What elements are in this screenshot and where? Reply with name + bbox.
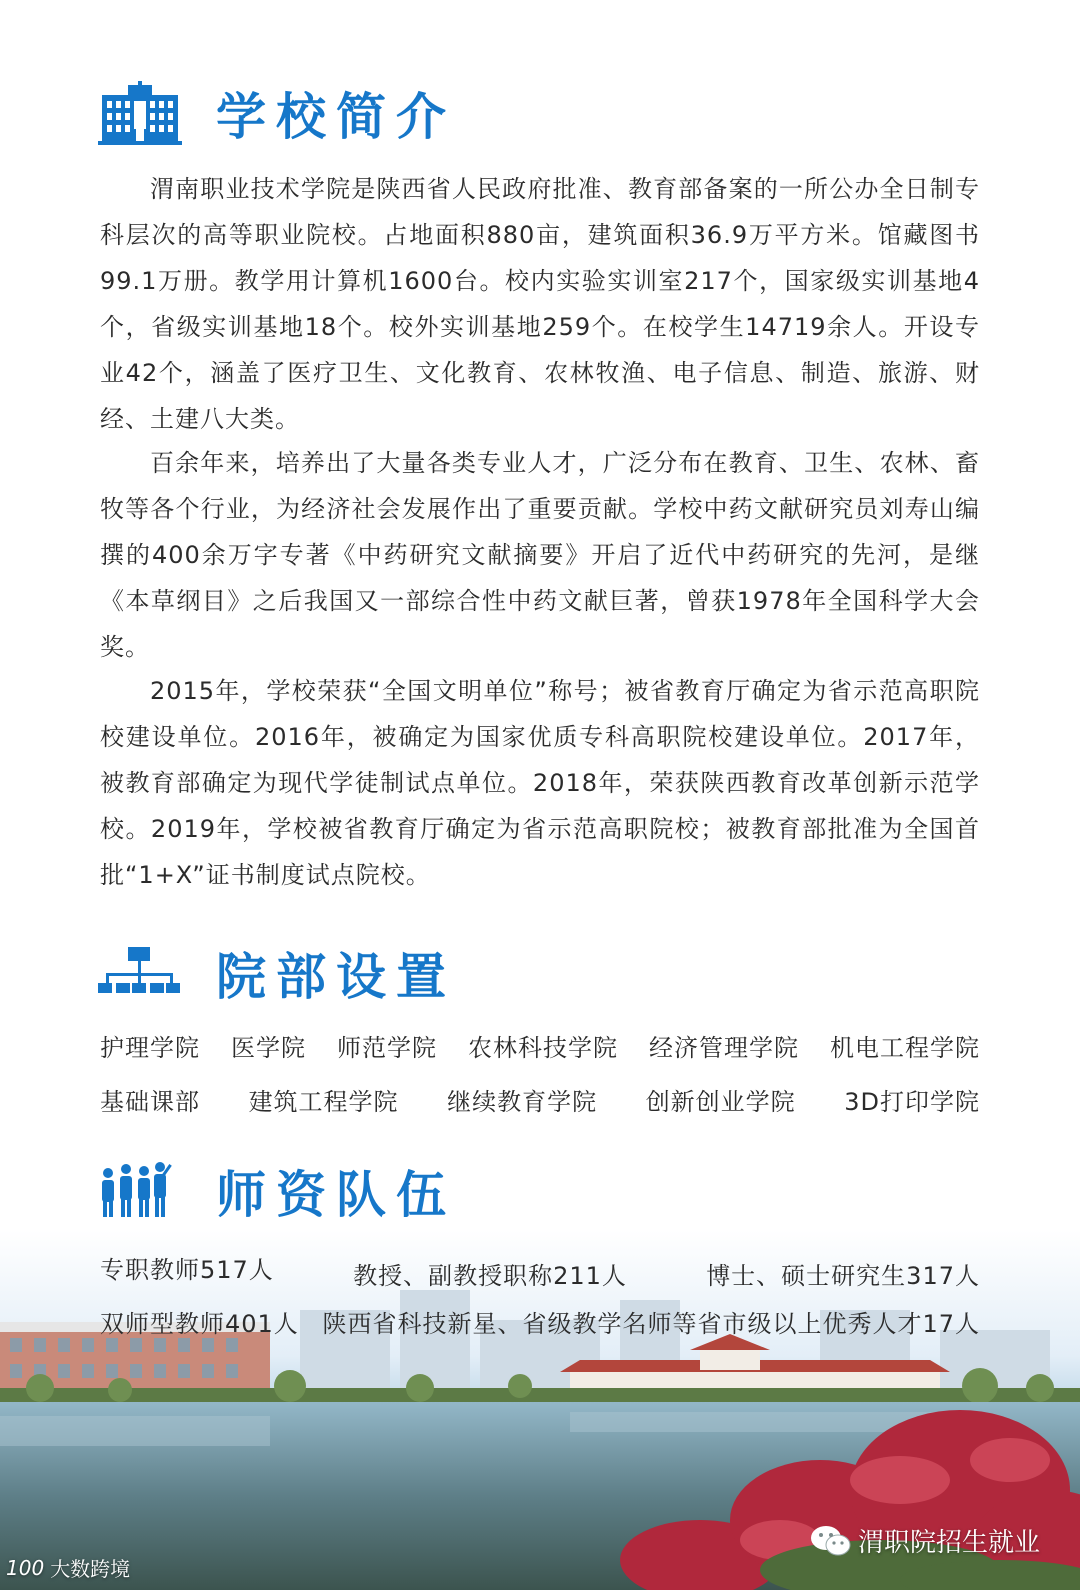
department-item: 经济管理学院: [649, 1034, 799, 1062]
department-item: 3D打印学院: [844, 1088, 980, 1116]
department-item: 医学院: [231, 1034, 306, 1062]
department-item: 创新创业学院: [645, 1088, 796, 1116]
department-item: 继续教育学院: [447, 1088, 598, 1116]
faculty-stat: 双师型教师401人: [100, 1310, 299, 1338]
intro-paragraph-3: 2015年，学校荣获“全国文明单位”称号；被省教育厅确定为省示范高职院校建设单位。2016年，被确定为国家优质专科高职院校建设单位。2017年，被教育部确定为现代学徒制试点单位。2018年，荣获陕西教育改革创新示范学校。2019年，学校被省教育厅确定为省示范高职院校；被教育部批准为全国首批“1+X”证书制度试点院校。: [100, 677, 980, 889]
corner-watermark: [6, 1553, 130, 1582]
teachers-icon: [98, 1159, 182, 1223]
section-title-intro: 学校简介: [216, 88, 456, 146]
wechat-icon: [810, 1524, 852, 1558]
school-building-icon: [98, 81, 182, 145]
department-row-1: [100, 1028, 980, 1063]
department-item: 机电工程学院: [830, 1034, 980, 1062]
faculty-stat: 专职教师517人: [100, 1256, 274, 1284]
section-header-faculty: [98, 1156, 456, 1226]
wechat-account-name: 渭职院招生就业: [857, 1528, 1040, 1558]
department-item: 农林科技学院: [468, 1034, 618, 1062]
intro-paragraph-2: 百余年来，培养出了大量各类专业人才，广泛分布在教育、卫生、农林、畜牧等各个行业，为经济社会发展作出了重要贡献。学校中药文献研究员刘寿山编撰的400余万字专著《中药研究文献摘要》开启了近代中药研究的先河，是继《本草纲目》之后我国又一部综合性中药文献巨著，曾获1978年全国科学大会奖。: [100, 449, 980, 661]
faculty-stat: 陕西省科技新星、省级教学名师等省市级以上优秀人才17人: [322, 1310, 980, 1338]
faculty-stat: 教授、副教授职称211人: [353, 1262, 627, 1290]
faculty-stat: 博士、硕士研究生317人: [706, 1262, 980, 1290]
wechat-watermark: [810, 1522, 1040, 1559]
intro-paragraph-1: 渭南职业技术学院是陕西省人民政府批准、教育部备案的一所公办全日制专科层次的高等职业院校。占地面积880亩，建筑面积36.9万平方米。馆藏图书99.1万册。教学用计算机1600台。校内实验实训室217个，国家级实训基地4个，省级实训基地18个。校外实训基地259个。在校学生14719余人。开设专业42个，涵盖了医疗卫生、文化教育、农林牧渔、电子信息、制造、旅游、财经、土建八大类。: [100, 175, 980, 433]
faculty-row-1: [100, 1250, 980, 1291]
department-item: 护理学院: [100, 1034, 200, 1062]
section-title-departments: 院部设置: [216, 948, 456, 1006]
section-header-intro: [98, 78, 456, 148]
section-header-departments: [98, 938, 456, 1008]
corner-logo: 100: [6, 1555, 45, 1580]
section-title-faculty: 师资队伍: [216, 1166, 456, 1224]
faculty-row-2: [100, 1304, 980, 1339]
department-item: 师范学院: [337, 1034, 437, 1062]
department-item: 建筑工程学院: [248, 1088, 399, 1116]
corner-text: 大数跨境: [50, 1557, 131, 1581]
department-row-2: [100, 1082, 980, 1117]
org-chart-icon: [98, 941, 182, 1005]
department-item: 基础课部: [100, 1088, 200, 1116]
